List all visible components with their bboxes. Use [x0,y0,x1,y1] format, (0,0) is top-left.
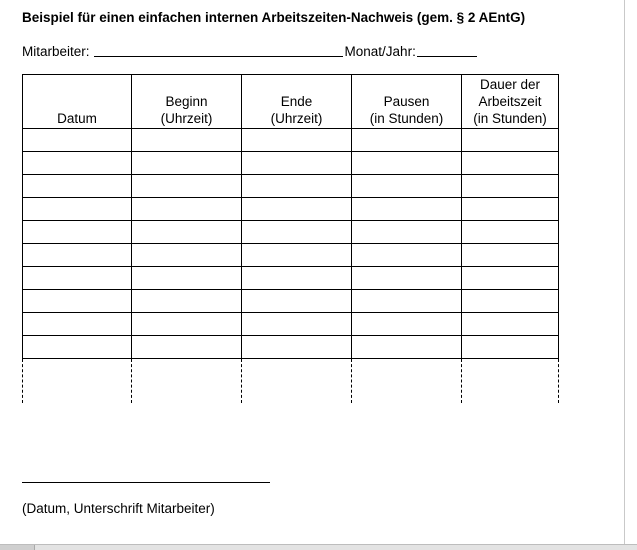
table-cell[interactable] [23,244,132,267]
table-cell[interactable] [352,336,462,359]
header-end-line3: (Uhrzeit) [270,111,323,126]
table-cell[interactable] [132,198,242,221]
table-cell[interactable] [352,198,462,221]
timesheet-table [22,74,559,403]
header-end-line2: Ende [280,94,313,109]
table-cell[interactable] [23,152,132,175]
header-start-line3: (Uhrzeit) [160,111,213,126]
table-cell[interactable] [462,221,559,244]
header-duration-line1: Dauer der [479,77,541,92]
table-row [23,129,559,152]
table-cell[interactable] [242,129,352,152]
table-cell[interactable] [352,359,462,404]
table-row [23,221,559,244]
table-cell[interactable] [352,313,462,336]
table-cell[interactable] [352,290,462,313]
month-year-field[interactable] [417,43,477,57]
table-cell[interactable] [462,267,559,290]
header-duration-line2: Arbeitszeit [478,94,542,109]
table-cell[interactable] [462,244,559,267]
table-cell[interactable] [462,313,559,336]
table-cell[interactable] [242,175,352,198]
horizontal-scrollbar[interactable] [0,544,637,550]
table-cell[interactable] [462,336,559,359]
table-cell[interactable] [23,359,132,404]
table-cell[interactable] [352,267,462,290]
table-cell[interactable] [462,198,559,221]
table-cell[interactable] [242,336,352,359]
table-cell[interactable] [132,359,242,404]
table-cell[interactable] [23,336,132,359]
table-cell[interactable] [23,198,132,221]
table-row [23,198,559,221]
page-edge [624,0,637,550]
table-cell[interactable] [132,152,242,175]
table-row [23,175,559,198]
header-duration [462,75,559,129]
header-date-line3: Datum [57,111,97,126]
table-body [23,129,559,404]
table-row [23,152,559,175]
month-year-label: Monat/Jahr: [344,44,416,59]
table-cell[interactable] [352,221,462,244]
table-row [23,336,559,359]
table-cell[interactable] [23,267,132,290]
table-cell[interactable] [352,129,462,152]
table-cell[interactable] [132,244,242,267]
table-cell[interactable] [242,267,352,290]
table-cell[interactable] [242,152,352,175]
table-cell[interactable] [132,175,242,198]
table-cell[interactable] [23,313,132,336]
table-row [23,290,559,313]
table-cell[interactable] [23,290,132,313]
table-cell[interactable] [242,198,352,221]
employee-label: Mitarbeiter: [22,44,90,59]
table-cell[interactable] [242,313,352,336]
table-cell[interactable] [242,244,352,267]
table-cell[interactable] [462,359,559,404]
table-cell[interactable] [462,129,559,152]
table-cell[interactable] [132,221,242,244]
header-date [23,75,132,129]
header-breaks-line2: Pausen [383,94,430,109]
header-start-line2: Beginn [165,94,208,109]
employee-name-field[interactable] [94,43,343,57]
table-cell[interactable] [462,290,559,313]
table-row [23,313,559,336]
table-cell[interactable] [242,290,352,313]
header-duration-line3: (in Stunden) [473,111,547,126]
header-breaks [352,75,462,129]
document-title: Beispiel für einen einfachen internen Arbeitszeiten-Nachweis (gem. § 2 AEntG) [22,10,526,25]
table-cell[interactable] [132,290,242,313]
table-cell[interactable] [352,152,462,175]
table-cell[interactable] [352,175,462,198]
table-cell[interactable] [242,221,352,244]
table-cell[interactable] [132,267,242,290]
table-cell[interactable] [23,175,132,198]
table-header-row [23,75,559,129]
table-cell[interactable] [462,152,559,175]
table-cell[interactable] [132,313,242,336]
table-cell[interactable] [462,175,559,198]
table-cell[interactable] [23,221,132,244]
employee-line [22,43,477,59]
scrollbar-thumb[interactable] [0,545,35,550]
table-cell[interactable] [23,129,132,152]
table-cell[interactable] [242,359,352,404]
table-cell[interactable] [352,244,462,267]
table-cell[interactable] [132,336,242,359]
table-cell[interactable] [132,129,242,152]
table-row [23,244,559,267]
header-start [132,75,242,129]
signature-line[interactable] [22,482,270,483]
header-end [242,75,352,129]
table-row [23,267,559,290]
signature-label: (Datum, Unterschrift Mitarbeiter) [22,501,215,516]
table-continuation-row [23,359,559,404]
header-breaks-line3: (in Stunden) [369,111,444,126]
